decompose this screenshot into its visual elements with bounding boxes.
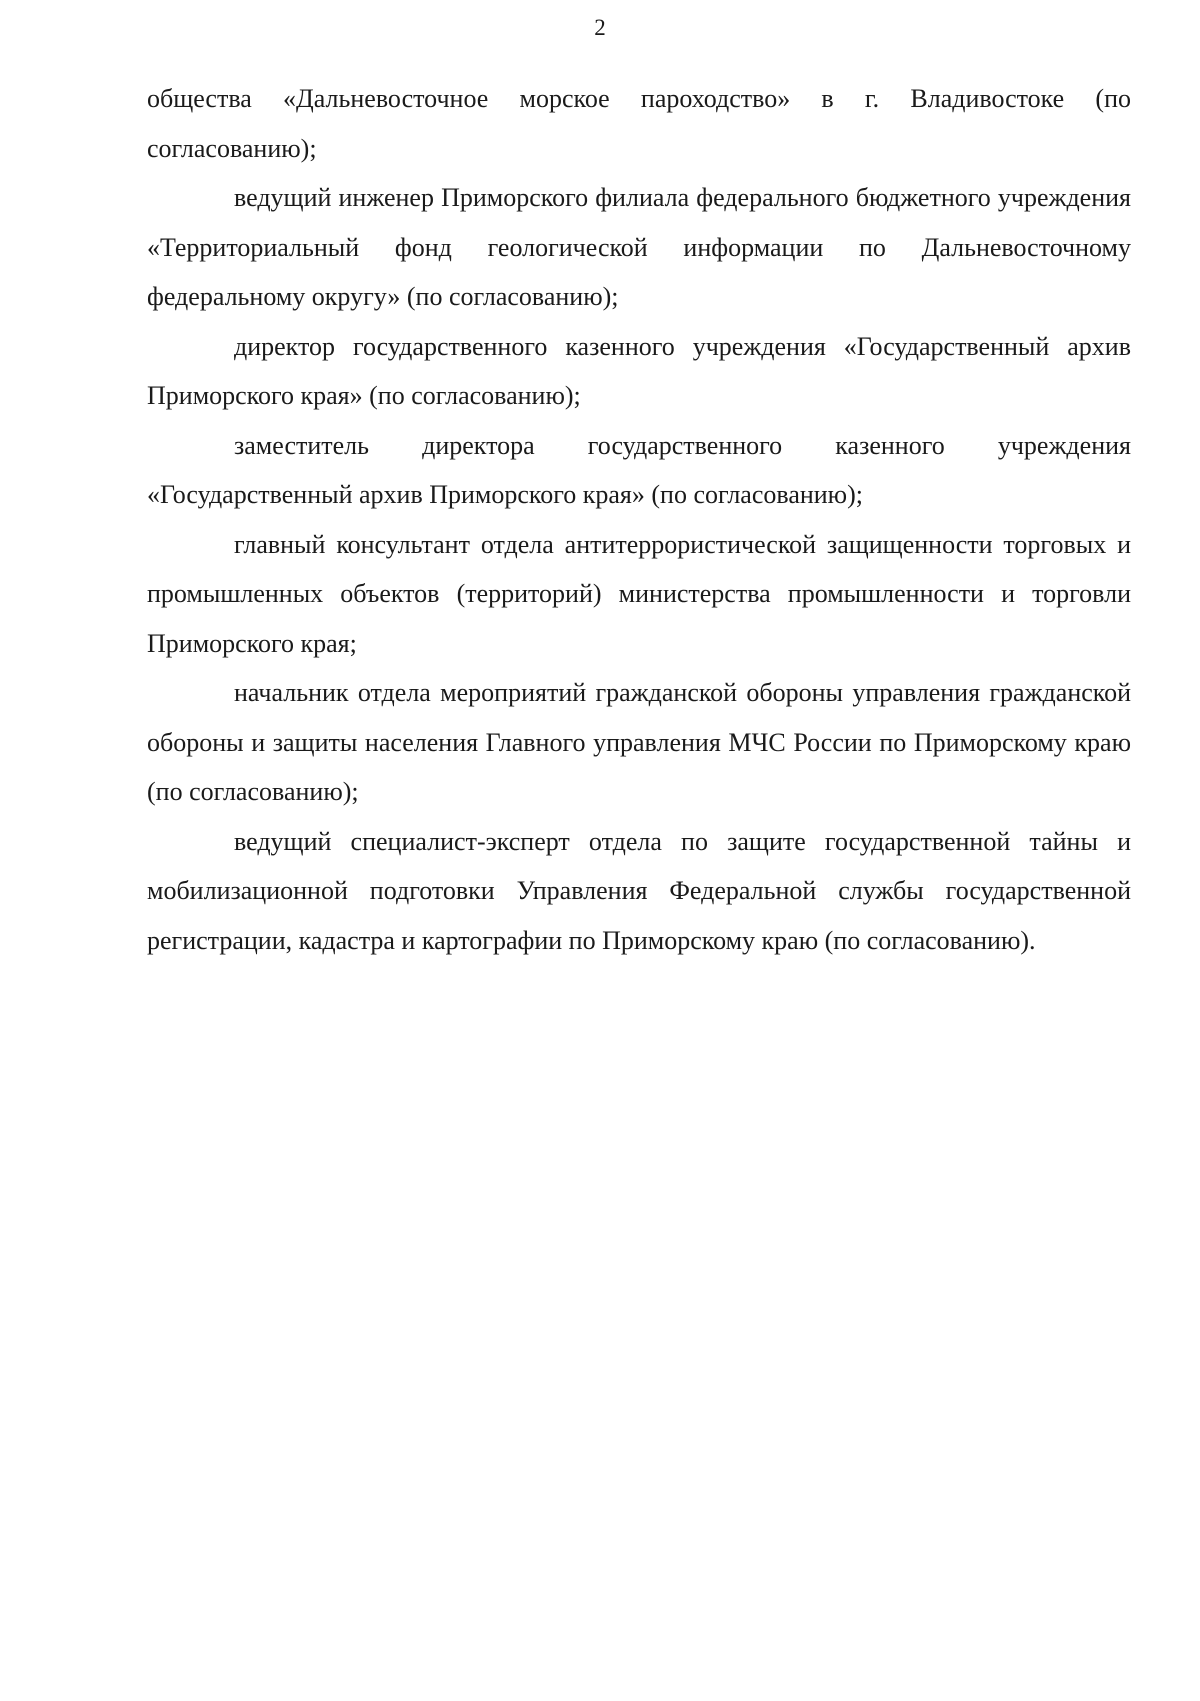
paragraph-shipping-company: общества «Дальневосточное морское пароходство» в г. Владивостоке (по согласованию); — [147, 84, 1131, 163]
paragraph-geological-fund-engineer: ведущий инженер Приморского филиала федерального бюджетного учреждения «Территориальный фонд геологической информации по Дальневосточному федеральному округу» (по согласованию); — [147, 183, 1131, 311]
paragraph-antiterrorism-consultant: главный консультант отдела антитеррористической защищенности торговых и промышленных объектов (территорий) министерства промышленности и торговли Приморского края; — [147, 529, 1131, 658]
page-number: 2 — [594, 15, 606, 40]
paragraph-state-archive-deputy-director: заместитель директора государственного казенного учреждения «Государственный архив Приморского края» (по согласованию); — [147, 430, 1131, 509]
paragraph-state-archive-director: директор государственного казенного учреждения «Государственный архив Приморского края» (по согласованию); — [147, 331, 1131, 410]
paragraph-rosreestr-specialist: ведущий специалист-эксперт отдела по защите государственной тайны и мобилизационной подготовки Управления Федеральной службы государственной регистрации, кадастра и картографии по Приморскому краю (по согласованию). — [147, 826, 1131, 955]
paragraph-civil-defense-head: начальник отдела мероприятий гражданской обороны управления гражданской обороны и защиты населения Главного управления МЧС России по Приморскому краю (по согласованию); — [147, 678, 1131, 806]
document-body — [147, 74, 1131, 965]
